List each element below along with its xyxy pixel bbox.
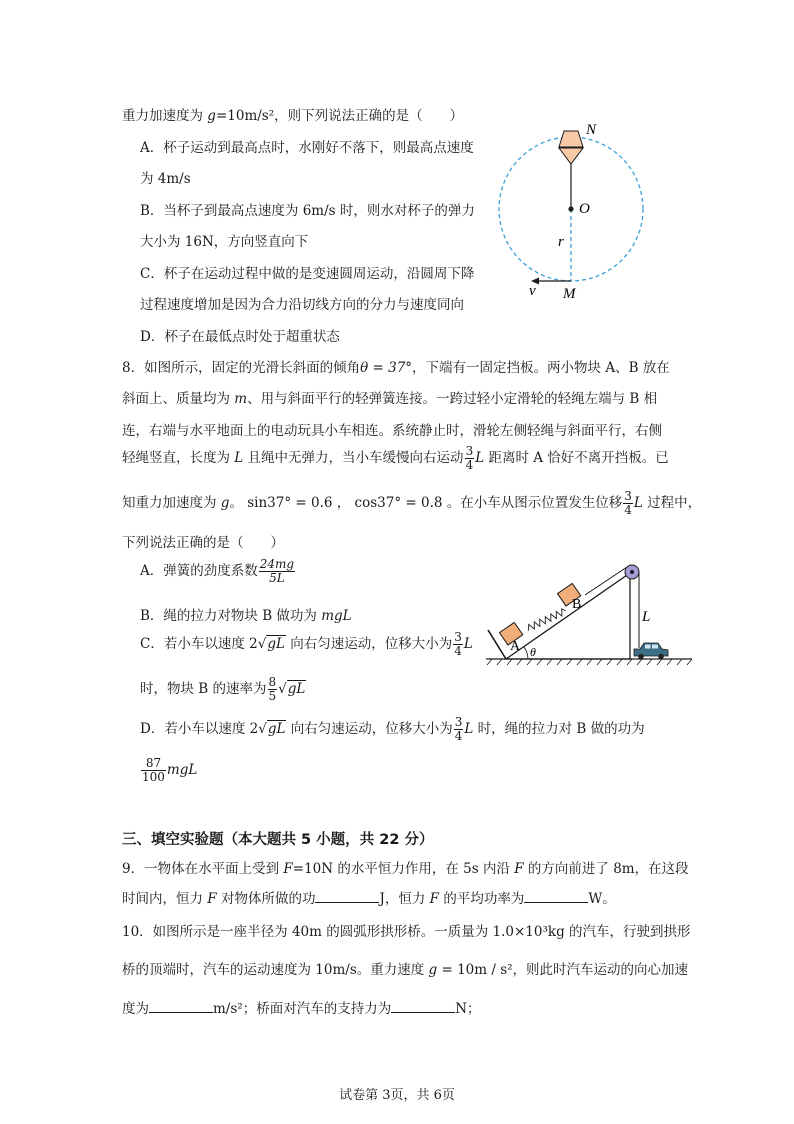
fraction: $\frac{24mg}{5L}$ xyxy=(259,557,295,586)
fraction: $\frac{3}{4}$ xyxy=(465,444,474,473)
q8-option-a: A．弹簧的劲度系数 $\frac{24mg}{5L}$ xyxy=(140,557,295,586)
label-n: N xyxy=(586,122,597,138)
fraction: $\frac{8}{5}$ xyxy=(268,675,277,704)
center-point xyxy=(568,206,573,211)
answer-blank[interactable] xyxy=(315,890,379,903)
fraction: $\frac{3}{4}$ xyxy=(454,715,463,744)
pulley-axle xyxy=(630,570,634,574)
label-v: v xyxy=(529,283,536,299)
answer-blank[interactable] xyxy=(391,1000,455,1013)
q7-option-c-line2: 过程速度增加是因为合力沿切线方向的分力与速度同向 xyxy=(140,297,464,313)
q8-incline-figure xyxy=(484,556,696,666)
q8-line2: 斜面上、质量均为 m、用与斜面平行的轻弹簧连接。一跨过轻小定滑轮的轻绳左端与 B 相 xyxy=(122,391,658,407)
q8-option-b: B．绳的拉力对物块 B 做功为 mgL xyxy=(140,608,352,624)
cup-top xyxy=(559,131,583,147)
section-3-title: 三、填空实验题（本大题共 5 小题，共 22 分） xyxy=(122,832,434,848)
q8-line5: 知重力加速度为 g。 sin37° = 0.6 ， cos37° = 0.8 。在小车从图示位置发生位移 $\frac{3}{4}$ L 过程中， xyxy=(122,489,702,518)
label-a: A xyxy=(510,639,521,654)
q7-option-b-line1: B．当杯子到最高点速度为 6m/s 时，则水对杯子的弹力 xyxy=(140,203,475,219)
q9-line1: 9．一物体在水平面上受到 F=10N 的水平恒力作用，在 5s 内沿 F 的方向前进了 8m，在这段 xyxy=(122,861,689,877)
q7-circle-figure xyxy=(495,118,655,303)
q7-stem: 重力加速度为 g=10m/s²，则下列说法正确的是（ ） xyxy=(122,108,464,124)
q7-option-a-line1: A．杯子运动到最高点时，水刚好不落下，则最高点速度 xyxy=(140,140,474,156)
q8-line3: 连，右端与水平地面上的电动玩具小车相连。系统静止时，滑轮左侧轻绳与斜面平行，右侧 xyxy=(122,423,662,439)
label-theta: θ xyxy=(530,645,536,659)
q8-line6: 下列说法正确的是（ ） xyxy=(122,535,284,551)
cup-bottom xyxy=(559,148,583,164)
q7-option-a-line2: 为 4m/s xyxy=(140,171,191,187)
q10-line2: 桥的顶端时，汽车的运动速度为 10m/s。重力速度 g = 10m / s²，则此时汽车运动的向心加速 xyxy=(122,962,689,978)
q7-option-b-line2: 大小为 16N，方向竖直向下 xyxy=(140,234,309,250)
ground-hatch xyxy=(487,659,692,665)
q8-option-d-line2: $\frac{87}{100}$ mgL xyxy=(142,756,198,785)
q8-line4: 轻绳竖直，长度为 L 且绳中无弹力，当小车缓慢向右运动 $\frac{3}{4}$ L 距离时 A 恰好不离开挡板。已 xyxy=(122,444,669,473)
label-m: M xyxy=(563,286,576,302)
label-l: L xyxy=(642,609,651,625)
q7-option-c-line1: C．杯子在运动过程中做的是变速圆周运动，沿圆周下降 xyxy=(140,266,475,282)
q8-line1: 8．如图所示，固定的光滑长斜面的倾角θ = 37°，下端有一固定挡板。两小物块 A、B 放在 xyxy=(122,360,670,376)
answer-blank[interactable] xyxy=(149,1000,213,1013)
fraction: $\frac{3}{4}$ xyxy=(624,489,632,518)
label-r: r xyxy=(558,234,564,250)
q8-option-c-line2: 时，物块 B 的速率为 $\frac{8}{5}$ √gL xyxy=(140,675,306,704)
q8-option-d-line1: D．若小车以速度 2√gL 向右匀速运动，位移大小为 $\frac{3}{4}$ L 时，绳的拉力对 B 做的功为 xyxy=(140,715,645,744)
q9-line2: 时间内，恒力 F 对物体所做的功 J，恒力 F 的平均功率为 W。 xyxy=(122,891,616,907)
angle-arc xyxy=(524,647,528,659)
page-footer: 试卷第 3页，共 6页 xyxy=(339,1088,455,1103)
q8-option-c-line1: C．若小车以速度 2√gL 向右匀速运动，位移大小为 $\frac{3}{4}$ L xyxy=(140,630,473,659)
q10-line3: 度为 m/s²；桥面对汽车的支持力为 N； xyxy=(122,1001,481,1017)
q10-line1: 10．如图所示是一座半径为 40m 的圆弧形拱形桥。一质量为 1.0×10³kg 的汽车，行驶到拱形 xyxy=(122,924,691,940)
answer-blank[interactable] xyxy=(524,890,588,903)
label-b: B xyxy=(572,597,582,612)
rope-incline xyxy=(585,567,627,595)
label-o: O xyxy=(579,201,590,217)
q7-option-d: D．杯子在最低点时处于超重状态 xyxy=(140,329,340,345)
fraction: $\frac{87}{100}$ xyxy=(142,756,165,785)
fraction: $\frac{3}{4}$ xyxy=(454,630,462,659)
